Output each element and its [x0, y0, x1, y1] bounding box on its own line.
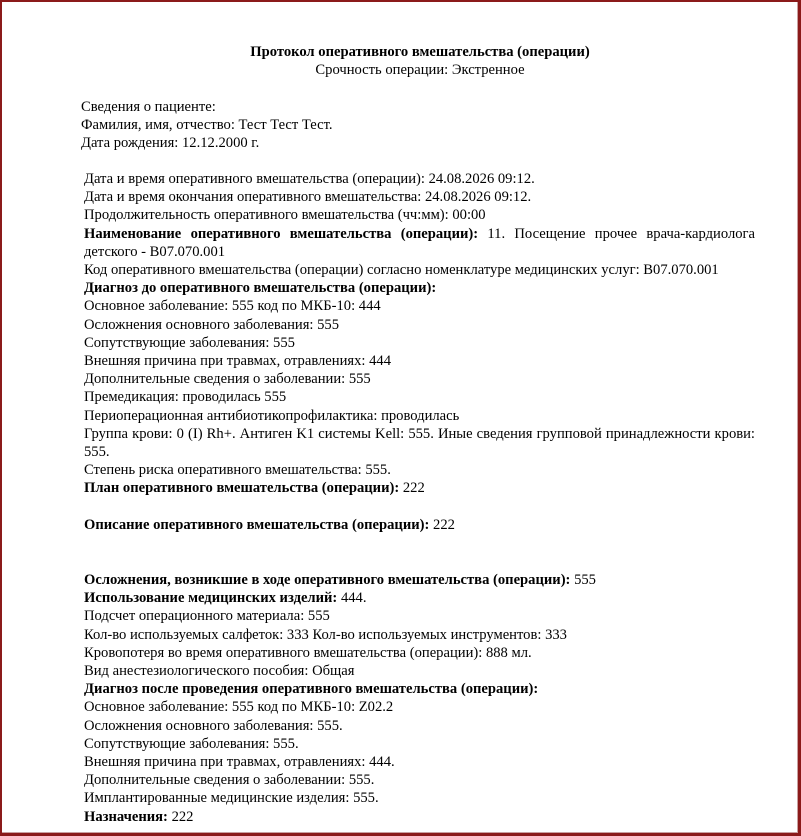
operation-name-value: 11. Посещение прочее врача-кардиолога детского - B07.070.001 [84, 225, 755, 260]
material-count: Подсчет операционного материала: 555 [84, 608, 330, 625]
appointments-label: Назначения: [84, 808, 168, 825]
diag-after-complications: Осложнения основного заболевания: 555. [84, 717, 343, 734]
operation-code: Код оперативного вмешательства (операции) согласно номенклатуре медицинских услуг: B07.070.001 [84, 262, 719, 279]
diag-after-external: Внешняя причина при травмах, отравлениях: 444. [84, 754, 395, 771]
diag-after-concomitant: Сопутствующие заболевания: 555. [84, 735, 299, 752]
operation-name [84, 225, 755, 261]
devices-line [84, 589, 755, 607]
operation-details [84, 170, 755, 534]
premedication: Премедикация: проводилась 555 [84, 389, 287, 406]
operation-results [84, 571, 755, 826]
urgency-line: Срочность операции: Экстренное [315, 62, 525, 79]
blood-group: Группа крови: 0 (I) Rh+. Антиген K1 системы Kell: 555. Иные сведения групповой принадлежности крови: 555. [84, 425, 755, 461]
devices-label: Использование медицинских изделий: [84, 590, 338, 607]
complications-line [84, 571, 755, 589]
spacer [84, 498, 755, 516]
diag-before-complications: Осложнения основного заболевания: 555 [84, 316, 340, 333]
diag-after-additional: Дополнительные сведения о заболевании: 555. [84, 772, 375, 789]
plan-line [84, 479, 755, 497]
diag-before-main: Основное заболевание: 555 код по МКБ-10: 444 [84, 298, 381, 315]
diag-before-concomitant: Сопутствующие заболевания: 555 [84, 334, 295, 351]
patient-info [81, 98, 761, 153]
diag-after-label: Диагноз после проведения оперативного вмешательства (операции): [84, 681, 539, 698]
diag-before-additional: Дополнительные сведения о заболевании: 555 [84, 371, 371, 388]
diag-before-external: Внешняя причина при травмах, отравлениях: 444 [84, 353, 392, 370]
complications-value: 555 [570, 572, 596, 588]
napkins-instruments: Кол-во используемых салфеток: 333 Кол-во используемых инструментов: 333 [84, 626, 567, 643]
description-label: Описание оперативного вмешательства (операции): [84, 516, 430, 533]
appointments-value: 222 [167, 808, 194, 825]
antibiotic-prophylaxis: Периоперационная антибиотикопрофилактика: проводилась [84, 407, 460, 424]
operation-start: Дата и время оперативного вмешательства (операции): 24.08.2026 09:12. [84, 171, 535, 187]
implanted-devices: Имплантированные медицинские изделия: 555. [84, 790, 379, 807]
operation-name-label: Наименование оперативного вмешательства (операции): [84, 225, 479, 242]
risk-degree: Степень риска оперативного вмешательства: 555. [84, 462, 391, 479]
patient-header: Сведения о пациенте: [81, 99, 216, 115]
document-header [0, 43, 801, 79]
plan-value: 222 [399, 480, 425, 497]
anesthesia-type: Вид анестезиологического пособия: Общая [84, 663, 355, 680]
diag-before-label: Диагноз до оперативного вмешательства (операции): [84, 280, 437, 297]
devices-value: 444. [337, 590, 367, 607]
diag-after-main: Основное заболевание: 555 код по МКБ-10: Z02.2 [84, 699, 394, 716]
description-line [84, 516, 755, 534]
description-value: 222 [429, 516, 455, 533]
operation-end: Дата и время окончания оперативного вмешательства: 24.08.2026 09:12. [84, 189, 532, 206]
plan-label: План оперативного вмешательства (операции): [84, 480, 400, 497]
document-title: Протокол оперативного вмешательства (операции) [250, 44, 590, 60]
complications-label: Осложнения, возникшие в ходе оперативного вмешательства (операции): [84, 572, 571, 588]
blood-loss: Кровопотеря во время оперативного вмешательства (операции): 888 мл. [84, 644, 532, 661]
operation-duration: Продолжительность оперативного вмешательства (чч:мм): 00:00 [84, 207, 486, 224]
patient-birth-date: Дата рождения: 12.12.2000 г. [81, 135, 260, 152]
patient-fio: Фамилия, имя, отчество: Тест Тест Тест. [81, 117, 333, 134]
appointments-line [84, 808, 755, 826]
